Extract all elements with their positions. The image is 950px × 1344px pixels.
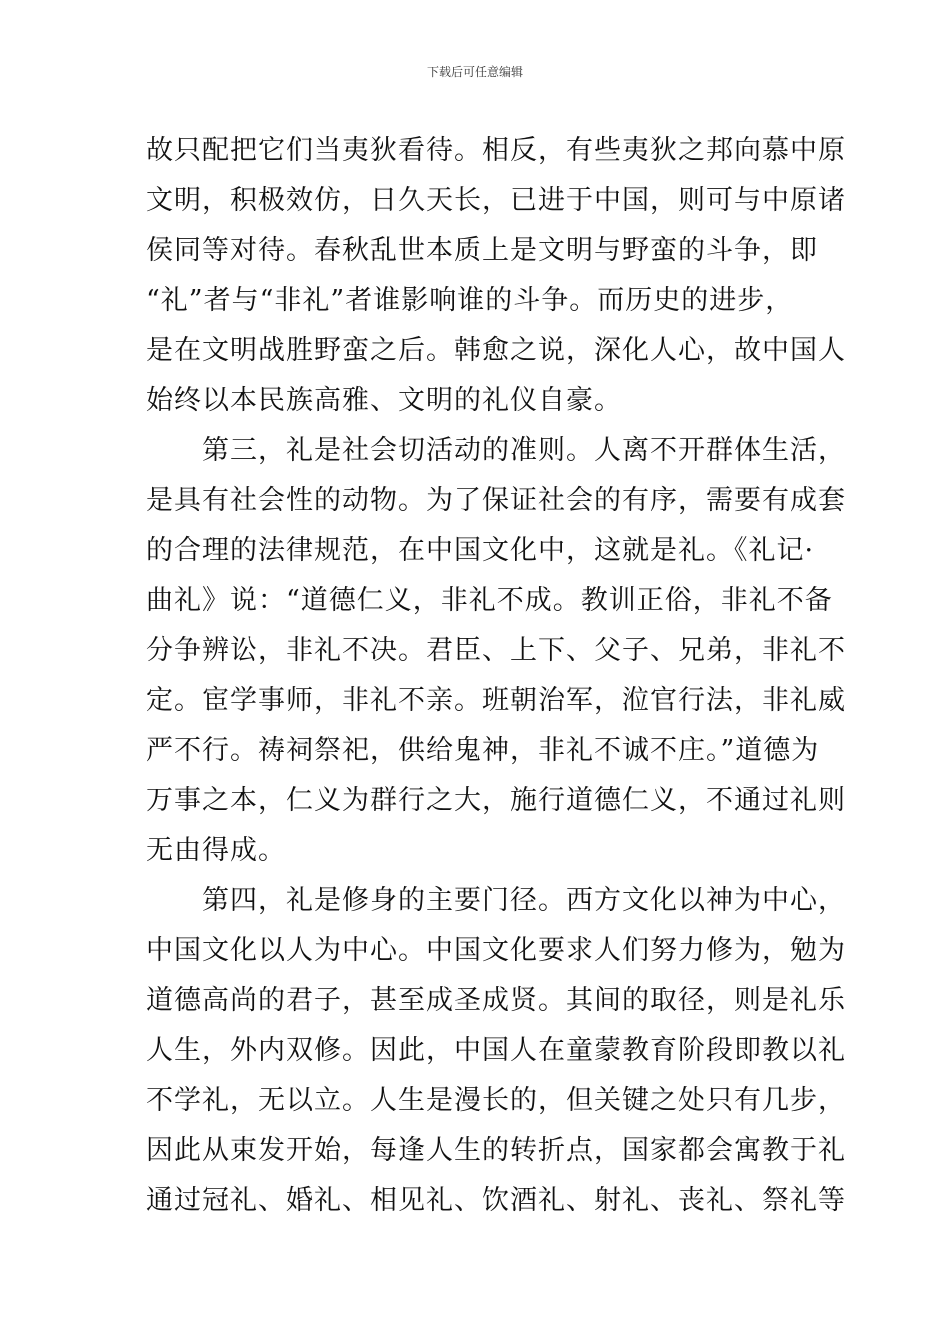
text-line: 分争辨讼，非礼不决。君臣、上下、父子、兄弟，非礼不 bbox=[146, 635, 846, 666]
text-line: 始终以本民族高雅、文明的礼仪自豪。 bbox=[146, 385, 622, 416]
text-line: 无由得成。 bbox=[146, 835, 286, 866]
text-line: “礼”者与“非礼”者谁影响谁的斗争。而历史的进步， bbox=[146, 285, 794, 316]
text-line: 因此从束发开始，每逢人生的转折点，国家都会寓教于礼 bbox=[146, 1135, 846, 1166]
text-line: 不学礼，无以立。人生是漫长的，但关键之处只有几步， bbox=[146, 1085, 846, 1116]
text-line: 故只配把它们当夷狄看待。相反，有些夷狄之邦向慕中原 bbox=[146, 135, 846, 166]
paragraph-start-line: 第三，礼是社会切活动的准则。人离不开群体生活， bbox=[202, 435, 846, 466]
text-line: 曲礼》说：“道德仁义，非礼不成。教训正俗，非礼不备 bbox=[146, 585, 833, 616]
text-line: 严不行。祷祠祭祀，供给鬼神，非礼不诚不庄。”道德为 bbox=[146, 735, 820, 766]
document-body bbox=[146, 126, 846, 1226]
paragraph-start-line: 第四，礼是修身的主要门径。西方文化以神为中心， bbox=[202, 885, 846, 916]
text-line: 通过冠礼、婚礼、相见礼、饮酒礼、射礼、丧礼、祭礼等 bbox=[146, 1185, 846, 1216]
text-line: 定。宦学事师，非礼不亲。班朝治军，涖官行法，非礼威 bbox=[146, 685, 846, 716]
text-line: 文明，积极效仿，日久天长，已进于中国，则可与中原诸 bbox=[146, 185, 846, 216]
text-line: 万事之本，仁义为群行之大，施行道德仁义，不通过礼则 bbox=[146, 785, 846, 816]
text-line: 中国文化以人为中心。中国文化要求人们努力修为，勉为 bbox=[146, 935, 846, 966]
text-line: 侯同等对待。春秋乱世本质上是文明与野蛮的斗争，即 bbox=[146, 235, 818, 266]
page-header: 下载后可任意编辑 bbox=[426, 65, 523, 79]
text-line: 的合理的法律规范，在中国文化中，这就是礼。《礼记· bbox=[146, 535, 815, 566]
text-line: 人生，外内双修。因此，中国人在童蒙教育阶段即教以礼 bbox=[146, 1035, 846, 1066]
text-line: 是在文明战胜野蛮之后。韩愈之说，深化人心，故中国人 bbox=[146, 335, 846, 366]
text-line: 道德高尚的君子，甚至成圣成贤。其间的取径，则是礼乐 bbox=[146, 985, 846, 1016]
text-line: 是具有社会性的动物。为了保证社会的有序，需要有成套 bbox=[146, 485, 846, 516]
